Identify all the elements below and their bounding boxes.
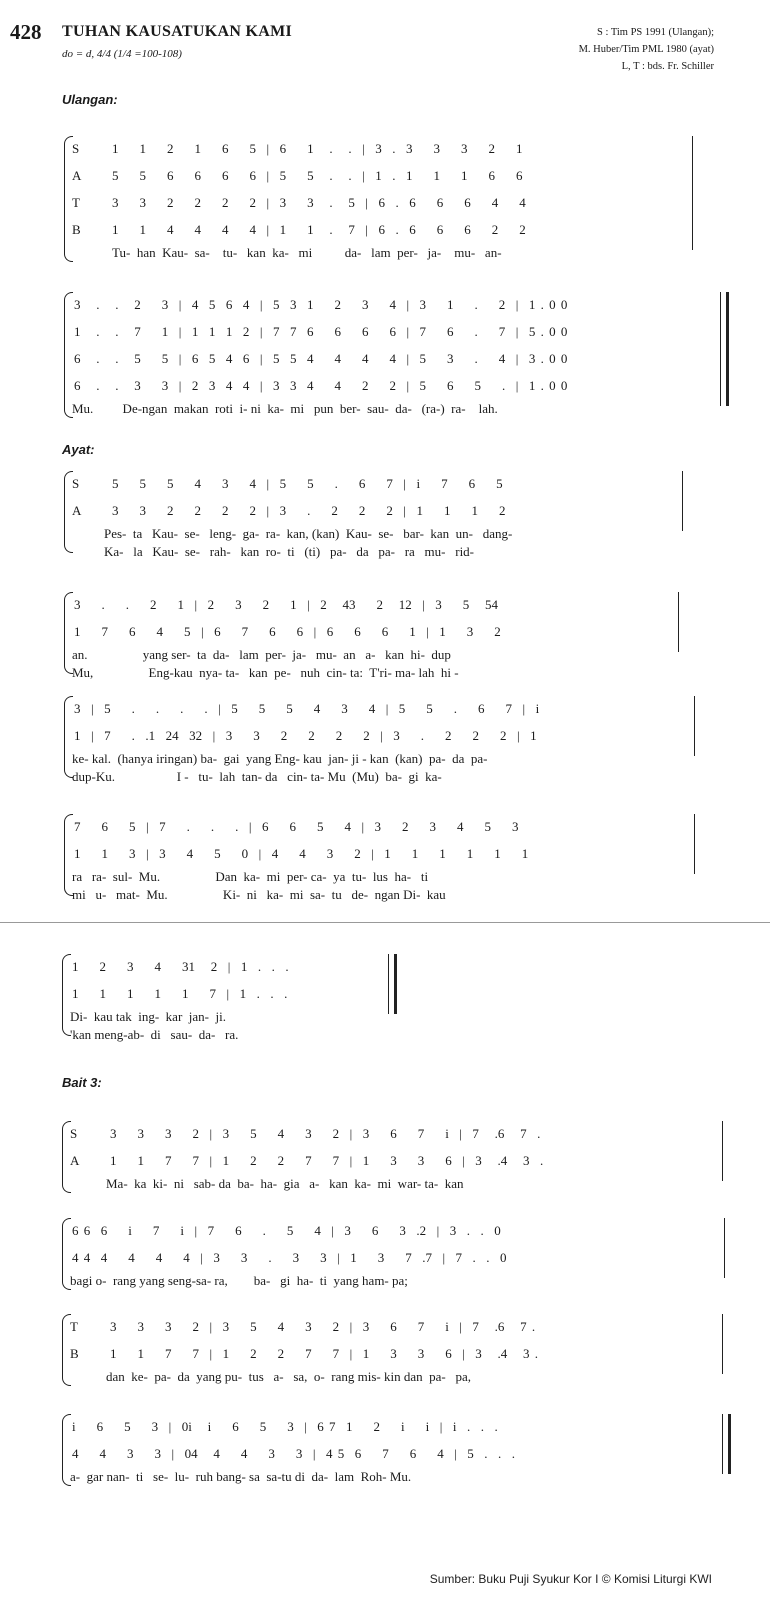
system-end-barline — [694, 814, 695, 874]
system-end-barline — [722, 1314, 723, 1374]
lyric-row — [62, 1272, 728, 1290]
credit-line: M. Huber/Tim PML 1980 (ayat) — [578, 44, 714, 55]
hymn-title: TUHAN KAUSATUKAN KAMI — [62, 23, 293, 40]
key-signature: do = d, 4/4 (1/4 =100-108) — [62, 48, 182, 60]
voice-row — [64, 475, 686, 493]
voice-part-label: S — [70, 1126, 78, 1141]
credit-line: L, T : bds. Fr. Schiller — [621, 61, 714, 72]
voice-row — [64, 194, 696, 212]
lyric-row — [62, 1008, 392, 1026]
lyric-text: ra ra- sul- Mu. Dan ka- mi per- ca- ya tu- lus ha- ti — [72, 869, 429, 884]
credit-line: S : Tim PS 1991 (Ulangan); — [597, 27, 714, 38]
lyric-row — [64, 244, 696, 262]
note-sequence: 1 1 2 1 6 5 | 6 1 . . | 3 . 3 3 3 2 1 — [112, 141, 523, 156]
note-sequence: 1 | 7 . .1 24 32 | 3 3 2 2 2 2 | 3 . 2 2 2 | 1 — [74, 728, 537, 743]
lyric-row — [64, 664, 682, 682]
system-end-barline — [724, 1218, 725, 1278]
system-end-barline — [678, 592, 679, 652]
note-sequence: 3 . . 2 1 | 2 3 2 1 | 2 43 2 12 | 3 5 54 — [74, 597, 499, 612]
final-double-barline — [720, 292, 729, 406]
voice-row — [64, 502, 686, 520]
voice-row — [64, 818, 698, 836]
page-divider — [0, 922, 770, 923]
hymn-number: 428 — [10, 20, 42, 44]
note-sequence: 6 . . 3 3 | 2 3 4 4 | 3 3 4 4 2 2 | 5 6 5 . | 1 . 0 0 — [74, 378, 568, 393]
lyric-row — [64, 400, 724, 418]
system-end-barline — [692, 136, 693, 250]
system-end-barline — [694, 696, 695, 756]
note-sequence: 3 3 2 2 2 2 | 3 . 2 2 2 | 1 1 1 2 — [112, 503, 506, 518]
note-sequence: 3 3 3 2 | 3 5 4 3 2 | 3 6 7 i | 7 .6 7 . — [110, 1319, 536, 1334]
voice-row — [64, 623, 682, 641]
lyric-row — [62, 1468, 726, 1486]
voice-part-label: B — [70, 1346, 79, 1361]
lyric-row — [62, 1026, 392, 1044]
lyric-row — [62, 1175, 726, 1193]
voice-row — [62, 1345, 726, 1363]
note-sequence: 5 5 5 4 3 4 | 5 5 . 6 7 | i 7 6 5 — [112, 476, 503, 491]
note-sequence: 3 | 5 . . . . | 5 5 5 4 3 4 | 5 5 . 6 7 | i — [74, 701, 540, 716]
voice-row — [62, 985, 392, 1003]
lyric-row — [64, 768, 698, 786]
voice-part-label: A — [70, 1153, 80, 1168]
note-sequence: 4 4 3 3 | 04 4 4 3 3 | 4 5 6 7 6 4 | 5 . . . — [72, 1446, 516, 1461]
note-sequence: 1 1 4 4 4 4 | 1 1 . 7 | 6 . 6 6 6 2 2 — [112, 222, 526, 237]
voice-row — [62, 1418, 726, 1436]
lyric-row — [62, 1368, 726, 1386]
voice-row — [64, 377, 724, 395]
note-sequence: 1 1 7 7 | 1 2 2 7 7 | 1 3 3 6 | 3 .4 3 . — [110, 1153, 544, 1168]
voice-row — [64, 596, 682, 614]
voice-row — [64, 727, 698, 745]
lyric-row — [64, 543, 686, 561]
note-sequence: 1 1 3 | 3 4 5 0 | 4 4 3 2 | 1 1 1 1 1 1 — [74, 846, 529, 861]
note-sequence: 3 . . 2 3 | 4 5 6 4 | 5 3 1 2 3 4 | 3 1 . 2 | 1 . 0 0 — [74, 297, 568, 312]
lyric-text: an. yang ser- ta da- lam per- ja- mu- an a- kan hi- dup — [72, 647, 451, 662]
voice-part-label: A — [72, 168, 82, 183]
voice-row — [62, 1249, 728, 1267]
section-label-bait3: Bait 3: — [62, 1075, 102, 1090]
lyric-text: ke- kal. (hanya iringan) ba- gai yang Eng- kau jan- ji - kan (kan) pa- da pa- — [72, 751, 488, 766]
credits — [579, 24, 714, 75]
lyric-text: Mu. De-ngan makan roti i- ni ka- mi pun ber- sau- da- (ra-) ra- lah. — [72, 401, 498, 416]
note-sequence: 3 3 2 2 2 2 | 3 3 . 5 | 6 . 6 6 6 4 4 — [112, 195, 526, 210]
system-end-barline — [722, 1121, 723, 1181]
source-footer: Sumber: Buku Puji Syukur Kor I © Komisi Liturgi KWI — [429, 1572, 712, 1586]
note-sequence: i 6 5 3 | 0i i 6 5 3 | 6 7 1 2 i i | i . . . — [72, 1419, 498, 1434]
voice-row — [64, 845, 698, 863]
note-sequence: 1 1 1 1 1 7 | 1 . . . — [72, 986, 288, 1001]
lyric-row — [64, 750, 698, 768]
voice-row — [62, 1318, 726, 1336]
voice-row — [62, 958, 392, 976]
note-sequence: 1 2 3 4 31 2 | 1 . . . — [72, 959, 289, 974]
voice-row — [62, 1152, 726, 1170]
lyric-text: bagi o- rang yang seng-sa- ra, ba- gi ha- ti yang ham- pa; — [70, 1273, 408, 1288]
note-sequence: 4 4 4 4 4 4 | 3 3 . 3 3 | 1 3 7 .7 | 7 . . 0 — [72, 1250, 507, 1265]
note-sequence: 7 6 5 | 7 . . . | 6 6 5 4 | 3 2 3 4 5 3 — [74, 819, 519, 834]
voice-part-label: A — [72, 503, 82, 518]
voice-part-label: B — [72, 222, 81, 237]
lyric-row — [64, 868, 698, 886]
note-sequence: 1 1 7 7 | 1 2 2 7 7 | 1 3 3 6 | 3 .4 3 . — [110, 1346, 539, 1361]
note-sequence: 6 . . 5 5 | 6 5 4 6 | 5 5 4 4 4 4 | 5 3 . 4 | 3 . 0 0 — [74, 351, 568, 366]
voice-row — [64, 296, 724, 314]
lyric-text: Mu, Eng-kau nya- ta- kan pe- nuh cin- ta: T'ri- ma- lah hi - — [72, 665, 459, 680]
note-sequence: 1 7 6 4 5 | 6 7 6 6 | 6 6 6 1 | 1 3 2 — [74, 624, 501, 639]
system-end-barline — [682, 471, 683, 531]
lyric-row — [64, 646, 682, 664]
note-sequence: 1 . . 7 1 | 1 1 1 2 | 7 7 6 6 6 6 | 7 6 . 7 | 5 . 0 0 — [74, 324, 568, 339]
note-sequence: 5 5 6 6 6 6 | 5 5 . . | 1 . 1 1 1 6 6 — [112, 168, 523, 183]
section-label-ayat: Ayat: — [62, 442, 95, 457]
lyric-text: Pes- ta Kau- se- leng- ga- ra- kan, (kan) Kau- se- bar- kan un- dang- — [104, 526, 513, 541]
final-double-barline — [388, 954, 397, 1014]
voice-row — [64, 167, 696, 185]
voice-row — [62, 1445, 726, 1463]
voice-part-label: T — [72, 195, 80, 210]
lyric-text: mi u- mat- Mu. Ki- ni ka- mi sa- tu de- ngan Di- kau — [72, 887, 446, 902]
lyric-text: Ma- ka ki- ni sab- da ba- ha- gia a- kan ka- mi war- ta- kan — [106, 1176, 464, 1191]
voice-part-label: T — [70, 1319, 78, 1334]
lyric-text: 'kan meng-ab- di sau- da- ra. — [70, 1027, 239, 1042]
lyric-text: Di- kau tak ing- kar jan- ji. — [70, 1009, 226, 1024]
lyric-text: Tu- han Kau- sa- tu- kan ka- mi da- lam per- ja- mu- an- — [112, 245, 502, 260]
voice-row — [64, 221, 696, 239]
lyric-text: dan ke- pa- da yang pu- tus a- sa, o- rang mis- kin dan pa- pa, — [106, 1369, 471, 1384]
note-sequence: 6 6 6 i 7 i | 7 6 . 5 4 | 3 6 3 .2 | 3 . . 0 — [72, 1223, 501, 1238]
note-sequence: 3 3 3 2 | 3 5 4 3 2 | 3 6 7 i | 7 .6 7 . — [110, 1126, 541, 1141]
voice-part-label: S — [72, 476, 80, 491]
voice-row — [62, 1125, 726, 1143]
voice-part-label: S — [72, 141, 80, 156]
voice-row — [64, 350, 724, 368]
lyric-text: dup-Ku. I - tu- lah tan- da cin- ta- Mu (Mu) ba- gi ka- — [72, 769, 442, 784]
voice-row — [64, 323, 724, 341]
lyric-text: Ka- la Kau- se- rah- kan ro- ti (ti) pa- da pa- ra mu- rid- — [104, 544, 475, 559]
final-double-barline — [722, 1414, 731, 1474]
voice-row — [62, 1222, 728, 1240]
voice-row — [64, 700, 698, 718]
lyric-text: a- gar nan- ti se- lu- ruh bang- sa sa-tu di da- lam Roh- Mu. — [70, 1469, 412, 1484]
section-label-ulangan: Ulangan: — [62, 92, 118, 107]
lyric-row — [64, 886, 698, 904]
voice-row — [64, 140, 696, 158]
lyric-row — [64, 525, 686, 543]
